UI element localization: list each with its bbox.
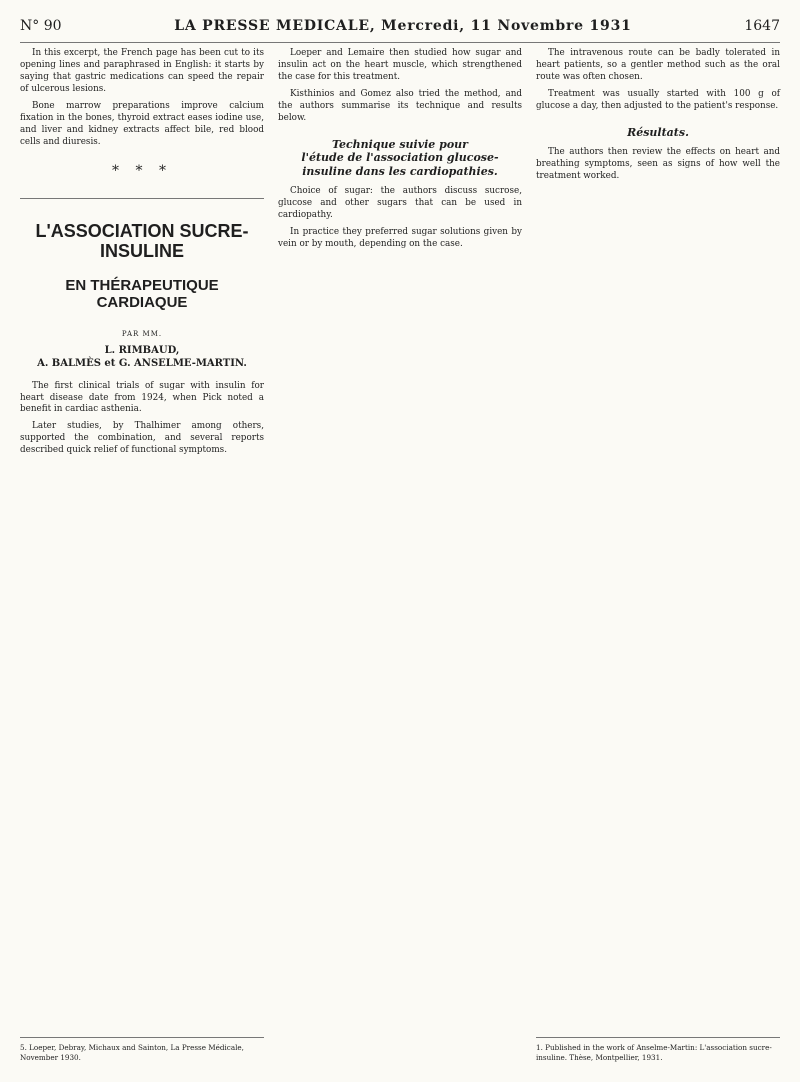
publication-title: LA PRESSE MEDICALE, Mercredi, 11 Novembre 1931 [174, 18, 632, 34]
results-heading: Résultats. [627, 125, 689, 139]
body-paragraph: Loeper and Lemaire then studied how sugar and insulin act on the heart muscle, which strengthened the case for this treatment. [278, 48, 522, 82]
section-heading-line: Technique suivie pour [332, 137, 468, 151]
section-paragraph: Choice of sugar: the authors discuss sucrose, glucose and other sugars that can be used in cardiopathy. [278, 185, 522, 220]
author-list [20, 344, 264, 371]
footnote [536, 1037, 780, 1062]
middle-column [278, 48, 522, 1062]
footnote-text: 1. Published in the work of Anselme-Martin: L'association sucre-insuline. Thèse, Montpellier, 1931. [536, 1043, 772, 1062]
body-paragraph: Kisthinios and Gomez also tried the method, and the authors summarise its technique and results below. [278, 88, 522, 123]
three-column-body [20, 48, 780, 1062]
body-paragraph: Bone marrow preparations improve calcium fixation in the bones, thyroid extract eases iodine use, and liver and kidney extracts affect bile, red blood cells and diuresis. [20, 100, 264, 147]
article-title: L'ASSOCIATION SUCRE-INSULINE [35, 220, 249, 262]
footnote-text: 5. Loeper, Debray, Michaux and Sainton, La Presse Médicale, November 1930. [20, 1043, 244, 1062]
section-separator: * * * [112, 162, 172, 179]
body-paragraph: Treatment was usually started with 100 g of glucose a day, then adjusted to the patient's response. [536, 88, 780, 111]
right-column [536, 48, 780, 1062]
footnote [20, 1037, 264, 1062]
section-heading [278, 138, 522, 178]
article-rule [20, 198, 264, 199]
masthead [20, 18, 780, 43]
left-column [20, 48, 264, 1062]
body-paragraph: In this excerpt, the French page has been cut to its opening lines and paraphrased in English: it starts by saying that gastric medications can speed the repair of ulcerous lesions. [20, 48, 264, 94]
body-paragraph: The intravenous route can be badly tolerated in heart patients, so a gentler method such as the oral route was often chosen. [536, 48, 780, 82]
article-subtitle: EN THÉRAPEUTIQUE CARDIAQUE [65, 277, 219, 312]
issue-number: N° 90 [20, 18, 62, 34]
author-line: A. BALMÈS et G. ANSELME-MARTIN. [37, 358, 247, 370]
byline-prefix: PAR MM. [121, 330, 163, 339]
section-paragraph: In practice they preferred sugar solutions given by vein or by mouth, depending on the case. [278, 226, 522, 249]
article-paragraph: Later studies, by Thalhimer among others, supported the combination, and several reports described quick relief of functional symptoms. [20, 421, 264, 456]
results-paragraph: The authors then review the effects on heart and breathing symptoms, seen as signs of how well the treatment worked. [536, 147, 780, 182]
article-paragraph: The first clinical trials of sugar with insulin for heart disease date from 1924, when Pick noted a benefit in cardiac asthenia. [20, 380, 264, 415]
author-line: L. RIMBAUD, [104, 344, 180, 356]
page-number: 1647 [744, 18, 780, 34]
section-heading-line: l'étude de l'association glucose-insuline dans les cardiopathies. [301, 151, 499, 178]
